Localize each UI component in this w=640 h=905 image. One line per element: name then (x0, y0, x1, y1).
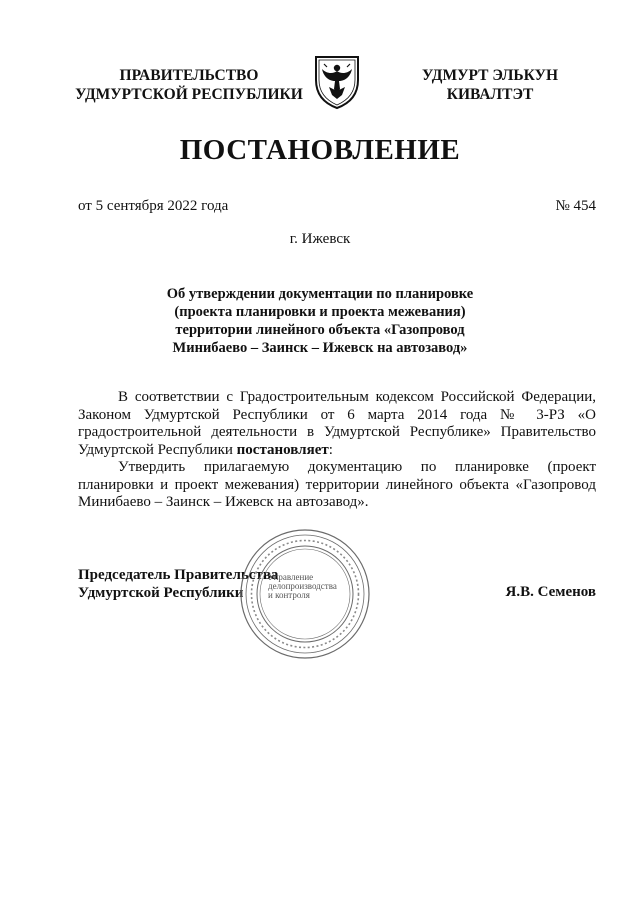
header-left-line1: ПРАВИТЕЛЬСТВО (119, 67, 259, 84)
subject-line4: Минибаево – Заинск – Ижевск на автозавод» (172, 340, 468, 356)
signatory-position-line1: Председатель Правительства (78, 567, 279, 583)
seal-line3: и контроля (268, 590, 310, 600)
body-paragraph-2: Утвердить прилагаемую документацию по планировке (проект планировки и проект межевания) территории линейного объекта «Газопровод Минибаево – Заинск – Ижевск на автозавод». (78, 459, 596, 510)
subject-line3: территории линейного объекта «Газопровод (175, 322, 465, 338)
signatory-position-line2: Удмуртской Республики (78, 585, 244, 601)
header-right-line1: УДМУРТ ЭЛЬКУН (421, 67, 559, 84)
subject-line2: (проекта планировки и проекта межевания) (174, 304, 466, 320)
header-left (64, 66, 314, 104)
document-subject (120, 285, 520, 357)
document-title: ПОСТАНОВЛЕНИЕ (179, 134, 461, 166)
seal-line1: Управление (268, 572, 314, 582)
seal-line2: делопроизводства (268, 581, 337, 591)
body-paragraph-1 (78, 389, 596, 459)
header-left-line2: УДМУРТСКОЙ РЕСПУБЛИКИ (75, 86, 303, 103)
signatory-name: Я.В. Семенов (505, 584, 596, 600)
body-p1-bold: постановляет (236, 441, 329, 458)
body-p1-text: В соответствии с Градостроительным кодексом Российской Федерации, Законом Удмуртской Республики от 6 марта 2014 года № 3-РЗ «О градостроительной деятельности в Удмуртской Республике» Правительство Удмуртской Республики (78, 389, 596, 458)
seal-text (268, 573, 348, 600)
document-city: г. Ижевск (289, 231, 351, 247)
document-date: от 5 сентября 2022 года (78, 198, 229, 214)
header-right (390, 66, 590, 104)
document-number: № 454 (555, 198, 596, 214)
subject-line1: Об утверждении документации по планировке (166, 286, 474, 302)
body-p1-end: : (328, 441, 333, 458)
document-body (78, 389, 596, 512)
header-right-line2: КИВАЛТЭТ (446, 86, 534, 103)
udmurt-coat-of-arms-icon (312, 54, 362, 110)
